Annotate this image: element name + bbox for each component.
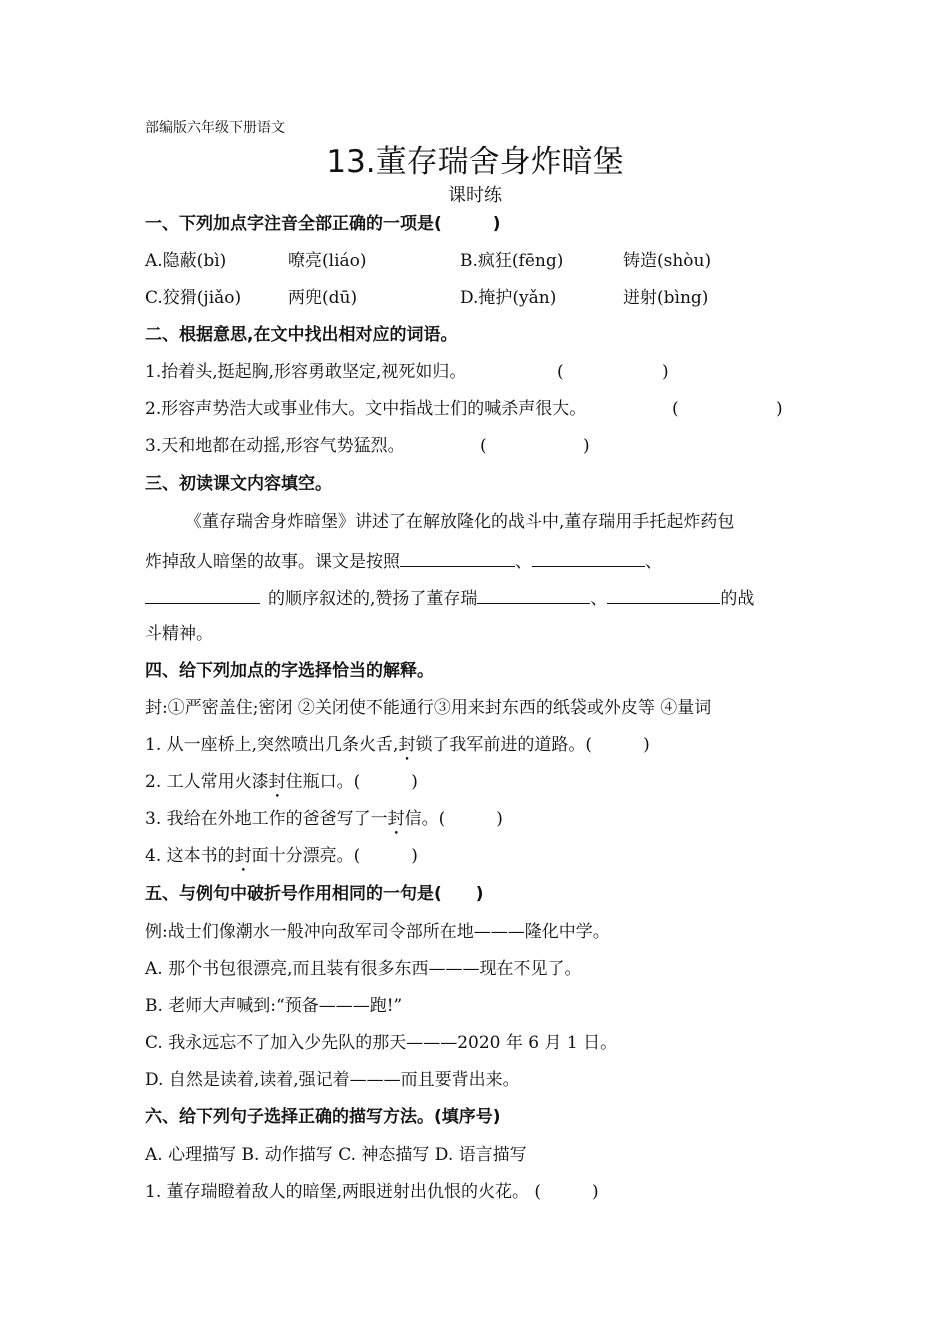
q1-option-c1: C.狡猾(jiǎo) <box>145 288 242 308</box>
q4-item-3-pre: 3. 我给在外地工作的爸爸写了一 <box>145 809 388 829</box>
q1-option-c2: 两兜(dū) <box>288 288 358 308</box>
q2-item-1: 1.抬着头,挺起胸,形容勇敢坚定,视死如归。 <box>145 362 467 382</box>
q5-option-b: B. 老师大声喊到:“预备———跑!” <box>145 996 403 1016</box>
q3-blank-2[interactable] <box>532 548 645 567</box>
q1-option-b1: B.疯狂(fēng) <box>460 251 564 271</box>
q5-example: 例:战士们像潮水一般冲向敌军司令部所在地———隆化中学。 <box>145 922 610 942</box>
q4-item-1 <box>145 733 650 765</box>
q3-text-line-4: 斗精神。 <box>145 624 213 644</box>
q4-item-2 <box>145 770 418 802</box>
q5-option-d: D. 自然是读着,读着,强记着———而且要背出来。 <box>145 1070 520 1090</box>
q4-item-2-dotted: 封 <box>268 772 286 792</box>
q1-option-a2: 嘹亮(liáo) <box>288 251 367 271</box>
q3-heading: 三、初读课文内容填空。 <box>145 474 332 494</box>
q1-option-a1: A.隐蔽(bì) <box>145 251 227 271</box>
q2-paren-open-1: ( <box>557 362 564 382</box>
q4-item-4-pre: 4. 这本书的 <box>145 846 235 866</box>
q3-text-2: 炸掉敌人暗堡的故事。课文是按照 <box>145 552 400 572</box>
q4-item-2-post: 住瓶口。( ) <box>285 772 418 792</box>
q4-item-4-dotted: 封 <box>234 846 252 866</box>
q6-choices: A. 心理描写 B. 动作描写 C. 神态描写 D. 语言描写 <box>145 1145 527 1165</box>
q2-paren-open-2: ( <box>672 399 679 419</box>
q2-heading: 二、根据意思,在文中找出相对应的词语。 <box>145 325 458 345</box>
q5-heading: 五、与例句中破折号作用相同的一句是( ) <box>145 884 484 904</box>
q4-item-3-post: 信。( ) <box>404 809 503 829</box>
q2-item-3: 3.天和地都在动摇,形容气势猛烈。 <box>145 436 405 456</box>
q2-paren-close-1: ) <box>662 362 669 382</box>
q3-text-line-3 <box>145 585 754 611</box>
page-subtitle: 课时练 <box>448 185 502 206</box>
q4-item-4 <box>145 844 418 876</box>
q6-heading: 六、给下列句子选择正确的描写方法。(填序号) <box>145 1107 501 1127</box>
q3-sep-2: 、 <box>645 552 662 572</box>
q4-item-1-dotted: 封 <box>398 735 416 755</box>
q3-text-4-end: 的战 <box>720 589 755 609</box>
q4-item-2-pre: 2. 工人常用火漆 <box>145 772 269 792</box>
q4-item-1-post: 锁了我军前进的道路。( ) <box>415 735 650 755</box>
q5-option-c: C. 我永远忘不了加入少先队的那天———2020 年 6 月 1 日。 <box>145 1033 618 1053</box>
q1-option-b2: 铸造(shòu) <box>623 251 712 271</box>
q3-blank-3[interactable] <box>145 585 260 604</box>
q4-item-3-dotted: 封 <box>387 809 405 829</box>
q3-blank-1[interactable] <box>400 548 515 567</box>
q4-item-1-pre: 1. 从一座桥上,突然喷出几条火舌, <box>145 735 399 755</box>
q4-definitions: 封:①严密盖住;密闭 ②关闭使不能通行③用来封东西的纸袋或外皮等 ④量词 <box>145 698 712 718</box>
subject-label: 部编版六年级下册语文 <box>145 120 285 136</box>
q2-item-2: 2.形容声势浩大或事业伟大。文中指战士们的喊杀声很大。 <box>145 399 587 419</box>
q1-option-d1: D.掩护(yǎn) <box>460 288 557 308</box>
q1-heading: 一、下列加点字注音全部正确的一项是( ) <box>145 214 501 234</box>
q5-option-a: A. 那个书包很漂亮,而且装有很多东西———现在不见了。 <box>145 959 582 979</box>
q3-sep-1: 、 <box>515 552 532 572</box>
q2-paren-close-2: ) <box>776 399 783 419</box>
q1-option-d2: 迸射(bìng) <box>623 288 709 308</box>
q2-paren-open-3: ( <box>480 436 487 456</box>
q3-text-line-2 <box>145 548 662 574</box>
q4-item-4-post: 面十分漂亮。( ) <box>251 846 418 866</box>
page-title: 13.董存瑞舍身炸暗堡 <box>326 144 624 180</box>
q6-item-1: 1. 董存瑞瞪着敌人的暗堡,两眼迸射出仇恨的火花。 ( ) <box>145 1182 599 1202</box>
q3-text-line-1: 《董存瑞舍身炸暗堡》讲述了在解放隆化的战斗中,董存瑞用手托起炸药包 <box>185 512 735 532</box>
q4-heading: 四、给下列加点的字选择恰当的解释。 <box>145 661 434 681</box>
q3-blank-5[interactable] <box>607 585 720 604</box>
q2-paren-close-3: ) <box>583 436 590 456</box>
q3-text-3: 的顺序叙述的,赞扬了董存瑞 <box>268 589 478 609</box>
q4-item-3 <box>145 807 503 839</box>
q3-blank-4[interactable] <box>477 585 590 604</box>
q3-sep-3: 、 <box>590 589 608 609</box>
